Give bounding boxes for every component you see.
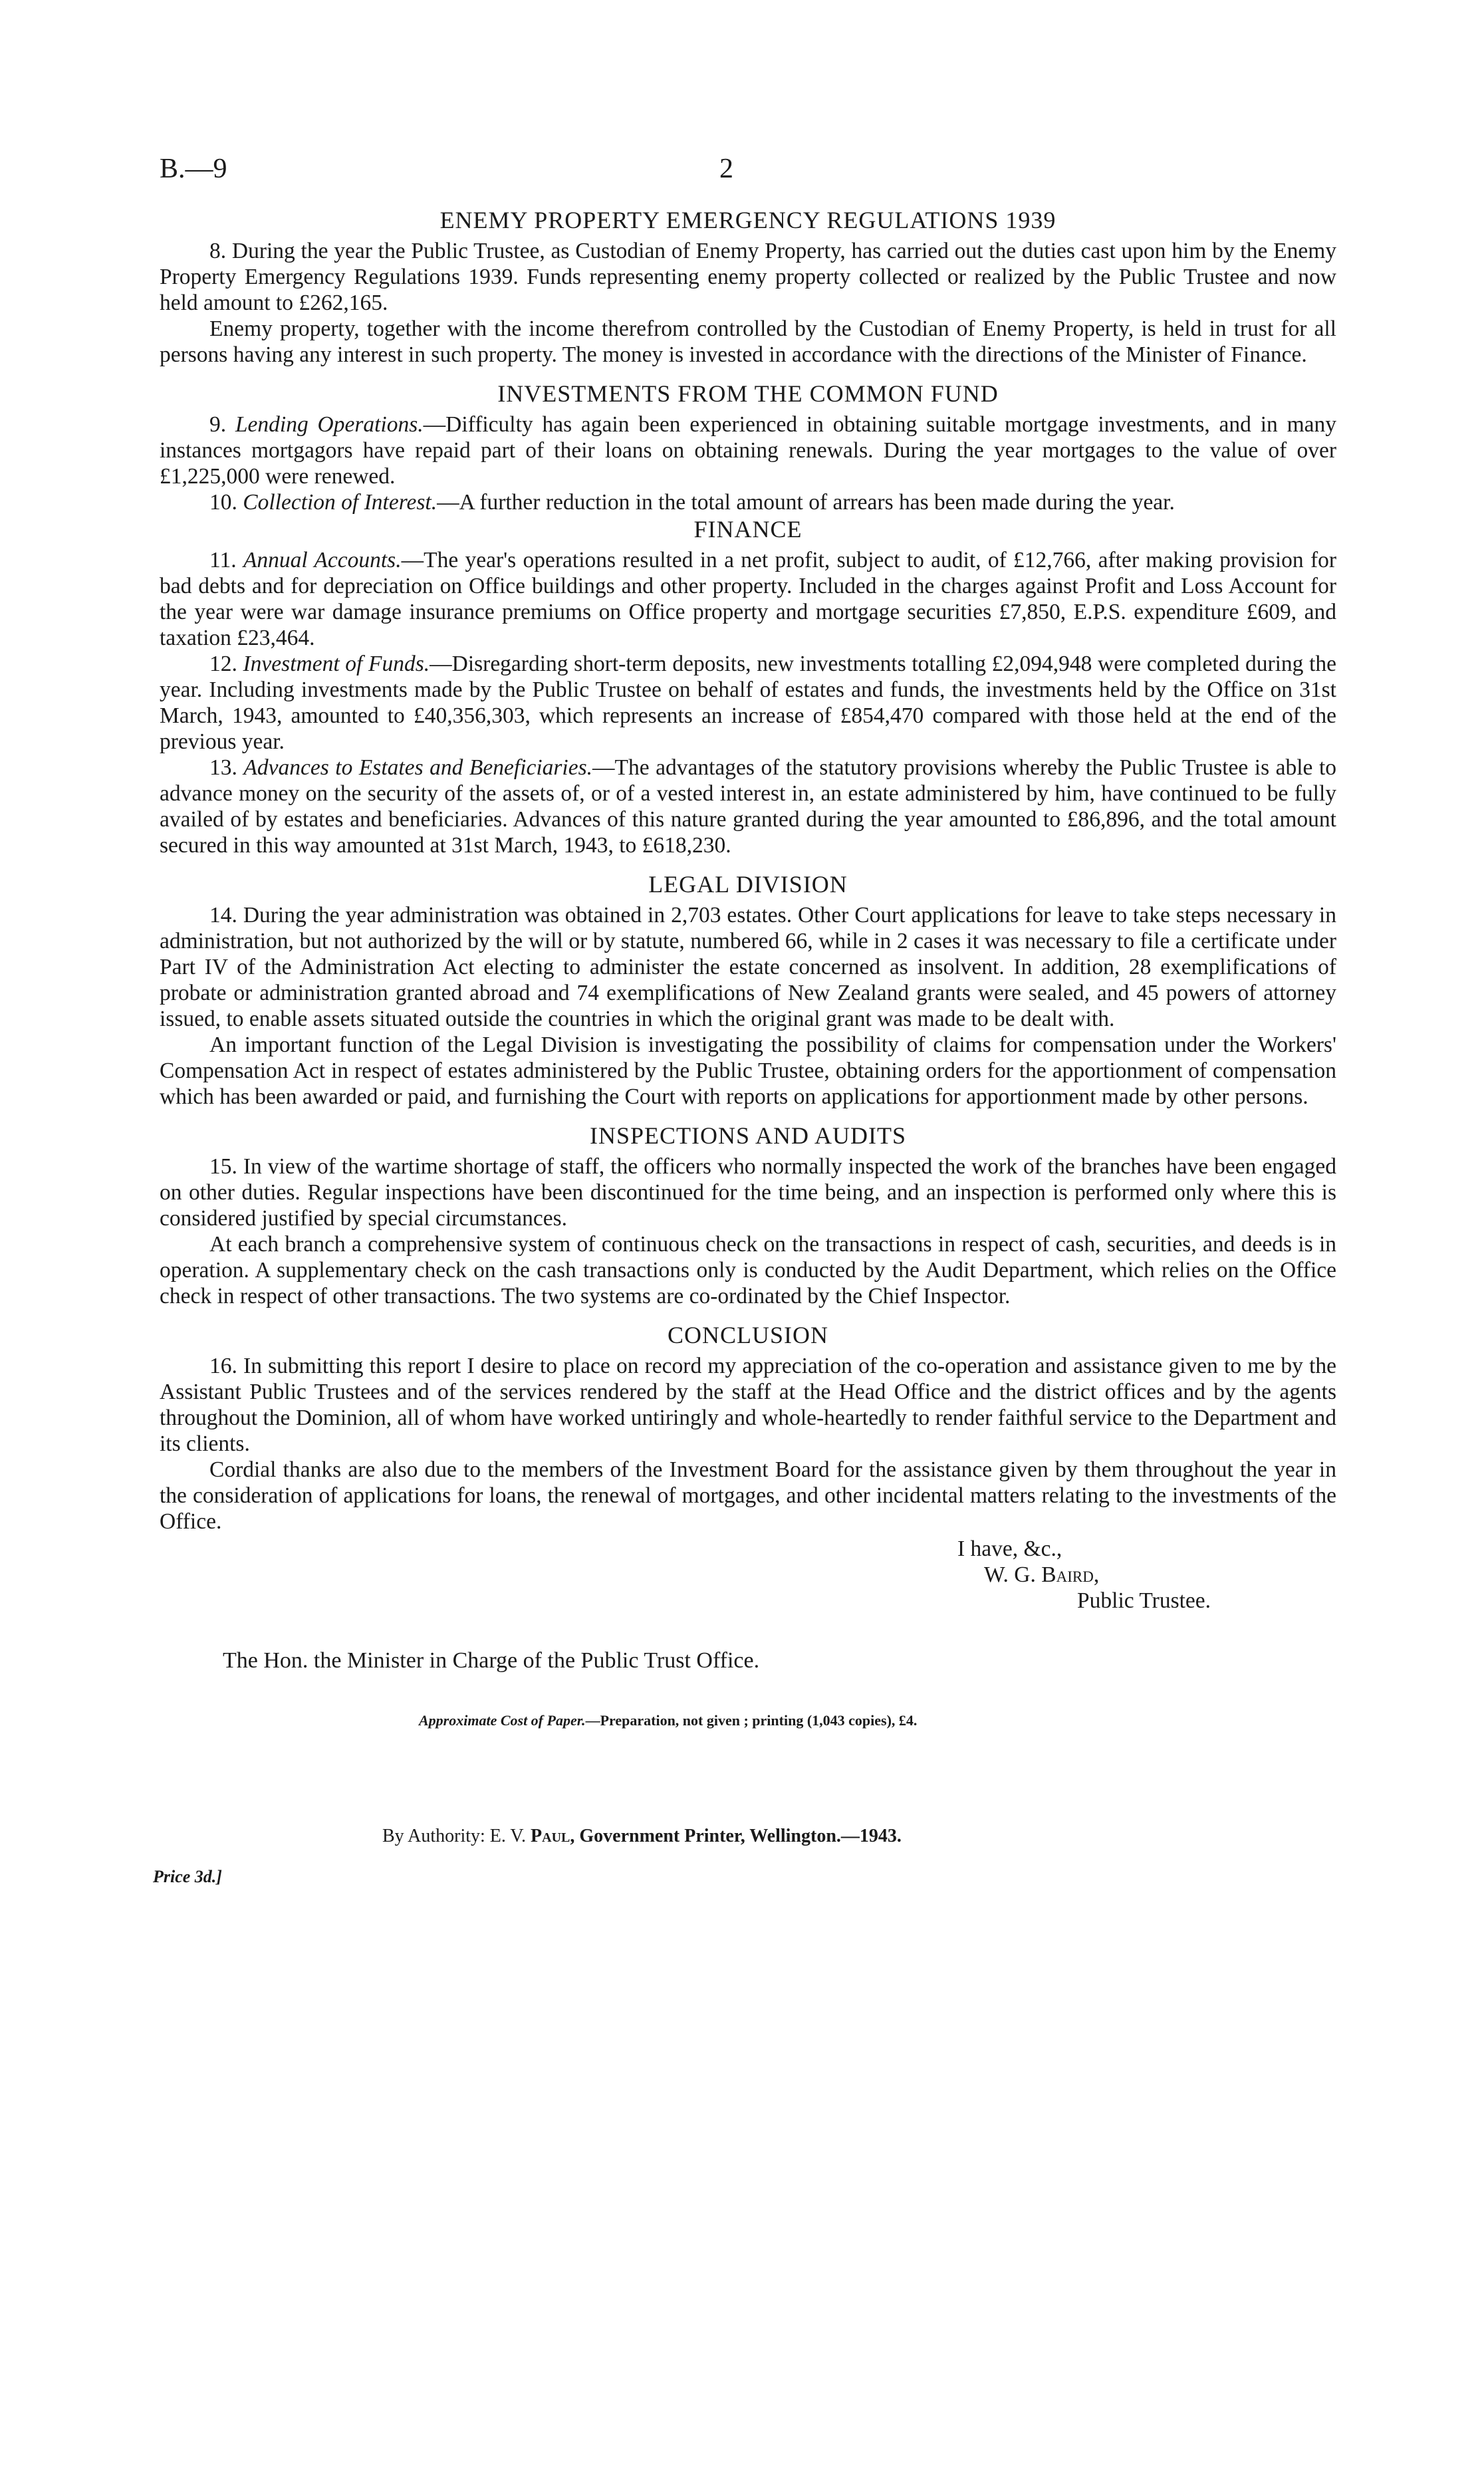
paragraph-16-continued: Cordial thanks are also due to the members of the Investment Board for the assistance given by them throughout the year in the consideration of applications for loans, the renewal of mortgages, and other incidental matters relating to the investments of the Office.	[160, 1457, 1336, 1534]
paragraph-16: 16. In submitting this report I desire to place on record my appreciation of the co-operation and assistance given to me by the Assistant Public Trustees and of the services rendered by the staff at the Head Office and the district offices and by the agents throughout the Dominion, all of whom have worked untiringly and whole-heartedly to render faithful service to the Department and its clients.	[160, 1354, 1336, 1456]
document-code: B.—9	[160, 154, 227, 184]
page-number: 2	[719, 154, 733, 184]
cost-of-paper: Approximate Cost of Paper.—Preparation, not given ; printing (1,043 copies), £4.	[419, 1712, 918, 1729]
paragraph-13: 13. Advances to Estates and Beneficiaries.—The advantages of the statutory provisions whereby the Public Trustee is able to advance money on the security of the assets of, or of a vested interest in, an estate administered by him, have continued to be fully availed of by estates and beneficiaries. Advances of this nature granted during the year amounted to £86,896, and the total amount secured in this way amounted at 31st March, 1943, to £618,230.	[160, 755, 1336, 858]
paragraph-10: 10. Collection of Interest.—A further reduction in the total amount of arrears has been made during the year.	[209, 490, 1175, 515]
section-heading-finance: FINANCE	[693, 516, 803, 543]
section-heading-enemy: ENEMY PROPERTY EMERGENCY REGULATIONS 1939	[439, 207, 1056, 233]
signature-name: W. G. Baird,	[984, 1562, 1100, 1587]
section-heading-legal: LEGAL DIVISION	[648, 871, 848, 898]
document-page	[153, 153, 1337, 1887]
paragraph-8: 8. During the year the Public Trustee, as Custodian of Enemy Property, has carried out the duties cast upon him by the Enemy Property Emergency Regulations 1939. Funds representing enemy property collected or realized by the Public Trustee and now held amount to £262,165.	[160, 239, 1336, 315]
page-header	[160, 153, 1336, 206]
printer-surname: Paul	[531, 1826, 570, 1846]
cost-label: Approximate Cost of Paper.	[419, 1712, 586, 1729]
section-heading-inspections: INSPECTIONS AND AUDITS	[589, 1122, 907, 1149]
price-note: Price 3d.]	[153, 1867, 222, 1886]
paragraph-12-title: Investment of Funds.	[243, 652, 430, 676]
signature-closing: I have, &c.,	[957, 1537, 1062, 1561]
section-heading-conclusion: CONCLUSION	[667, 1322, 828, 1348]
addressee-line: The Hon. the Minister in Charge of the Public Trust Office.	[223, 1648, 760, 1673]
paragraph-11-title: Annual Accounts.	[243, 548, 402, 572]
paragraph-9: 9. Lending Operations.—Difficulty has again been experienced in obtaining suitable mortgage investments, and in many instances mortgagors have repaid part of their loans on obtaining renewals. During the year mortgages to the value of over £1,225,000 were renewed.	[160, 412, 1336, 489]
paragraph-12: 12. Investment of Funds.—Disregarding short-term deposits, new investments totalling £2,094,948 were completed during the year. Including investments made by the Public Trustee on behalf of estates and funds, the investments held by the Office on 31st March, 1943, amounted to £40,356,303, which represents an increase of £854,470 compared with those held at the end of the previous year.	[160, 652, 1336, 754]
signature-title: Public Trustee.	[1077, 1588, 1211, 1613]
paragraph-13-title: Advances to Estates and Beneficiaries.	[243, 755, 593, 780]
paragraph-14: 14. During the year administration was obtained in 2,703 estates. Other Court applications for leave to take steps necessary in administration, but not authorized by the will or by statute, numbered 66, while in 2 cases it was necessary to file a certificate under Part IV of the Administration Act electing to administer the estate concerned as insolvent. In addition, 28 exemplifications of probate or administration granted abroad and 74 exemplifications of New Zealand grants were sealed, and 45 powers of attorney issued, to enable assets situated outside the countries in which the original grant was made to be dealt with.	[160, 903, 1336, 1031]
paragraph-15-continued: At each branch a comprehensive system of continuous check on the transactions in respect of cash, securities, and deeds is in operation. A supplementary check on the cash transactions only is conducted by the Audit Department, which relies on the Office check in respect of other transactions. The two systems are co-ordinated by the Chief Inspector.	[160, 1232, 1336, 1308]
paragraph-8-continued: Enemy property, together with the income therefrom controlled by the Custodian of Enemy Property, is held in trust for all persons having any interest in such property. The money is invested in accordance with the directions of the Minister of Finance.	[160, 316, 1336, 367]
paragraph-11: 11. Annual Accounts.—The year's operations resulted in a net profit, subject to audit, of £12,766, after making provision for bad debts and for depreciation on Office buildings and other property. Included in the charges against Profit and Loss Account for the year were war damage insurance premiums on Office property and mortgage securities £7,850, E.P.S. expenditure £609, and taxation £23,464.	[160, 548, 1337, 650]
signature-block	[160, 1536, 1336, 1614]
paragraph-10-title: Collection of Interest.	[243, 490, 437, 515]
printer-authority: By Authority: E. V. Paul, Government Printer, Wellington.—1943.	[382, 1826, 902, 1846]
paragraph-9-title: Lending Operations.	[235, 412, 424, 437]
paragraph-15: 15. In view of the wartime shortage of staff, the officers who normally inspected the work of the branches have been engaged on other duties. Regular inspections have been discontinued for the time being, and an inspection is performed only where this is considered justified by special circumstances.	[160, 1154, 1336, 1231]
paragraph-14-continued: An important function of the Legal Division is investigating the possibility of claims for compensation under the Workers' Compensation Act in respect of estates administered by the Public Trustee, obtaining orders for the apportionment of compensation which has been awarded or paid, and furnishing the Court with reports on applications for apportionment made by other persons.	[160, 1033, 1336, 1109]
section-heading-investments: INVESTMENTS FROM THE COMMON FUND	[497, 380, 999, 407]
